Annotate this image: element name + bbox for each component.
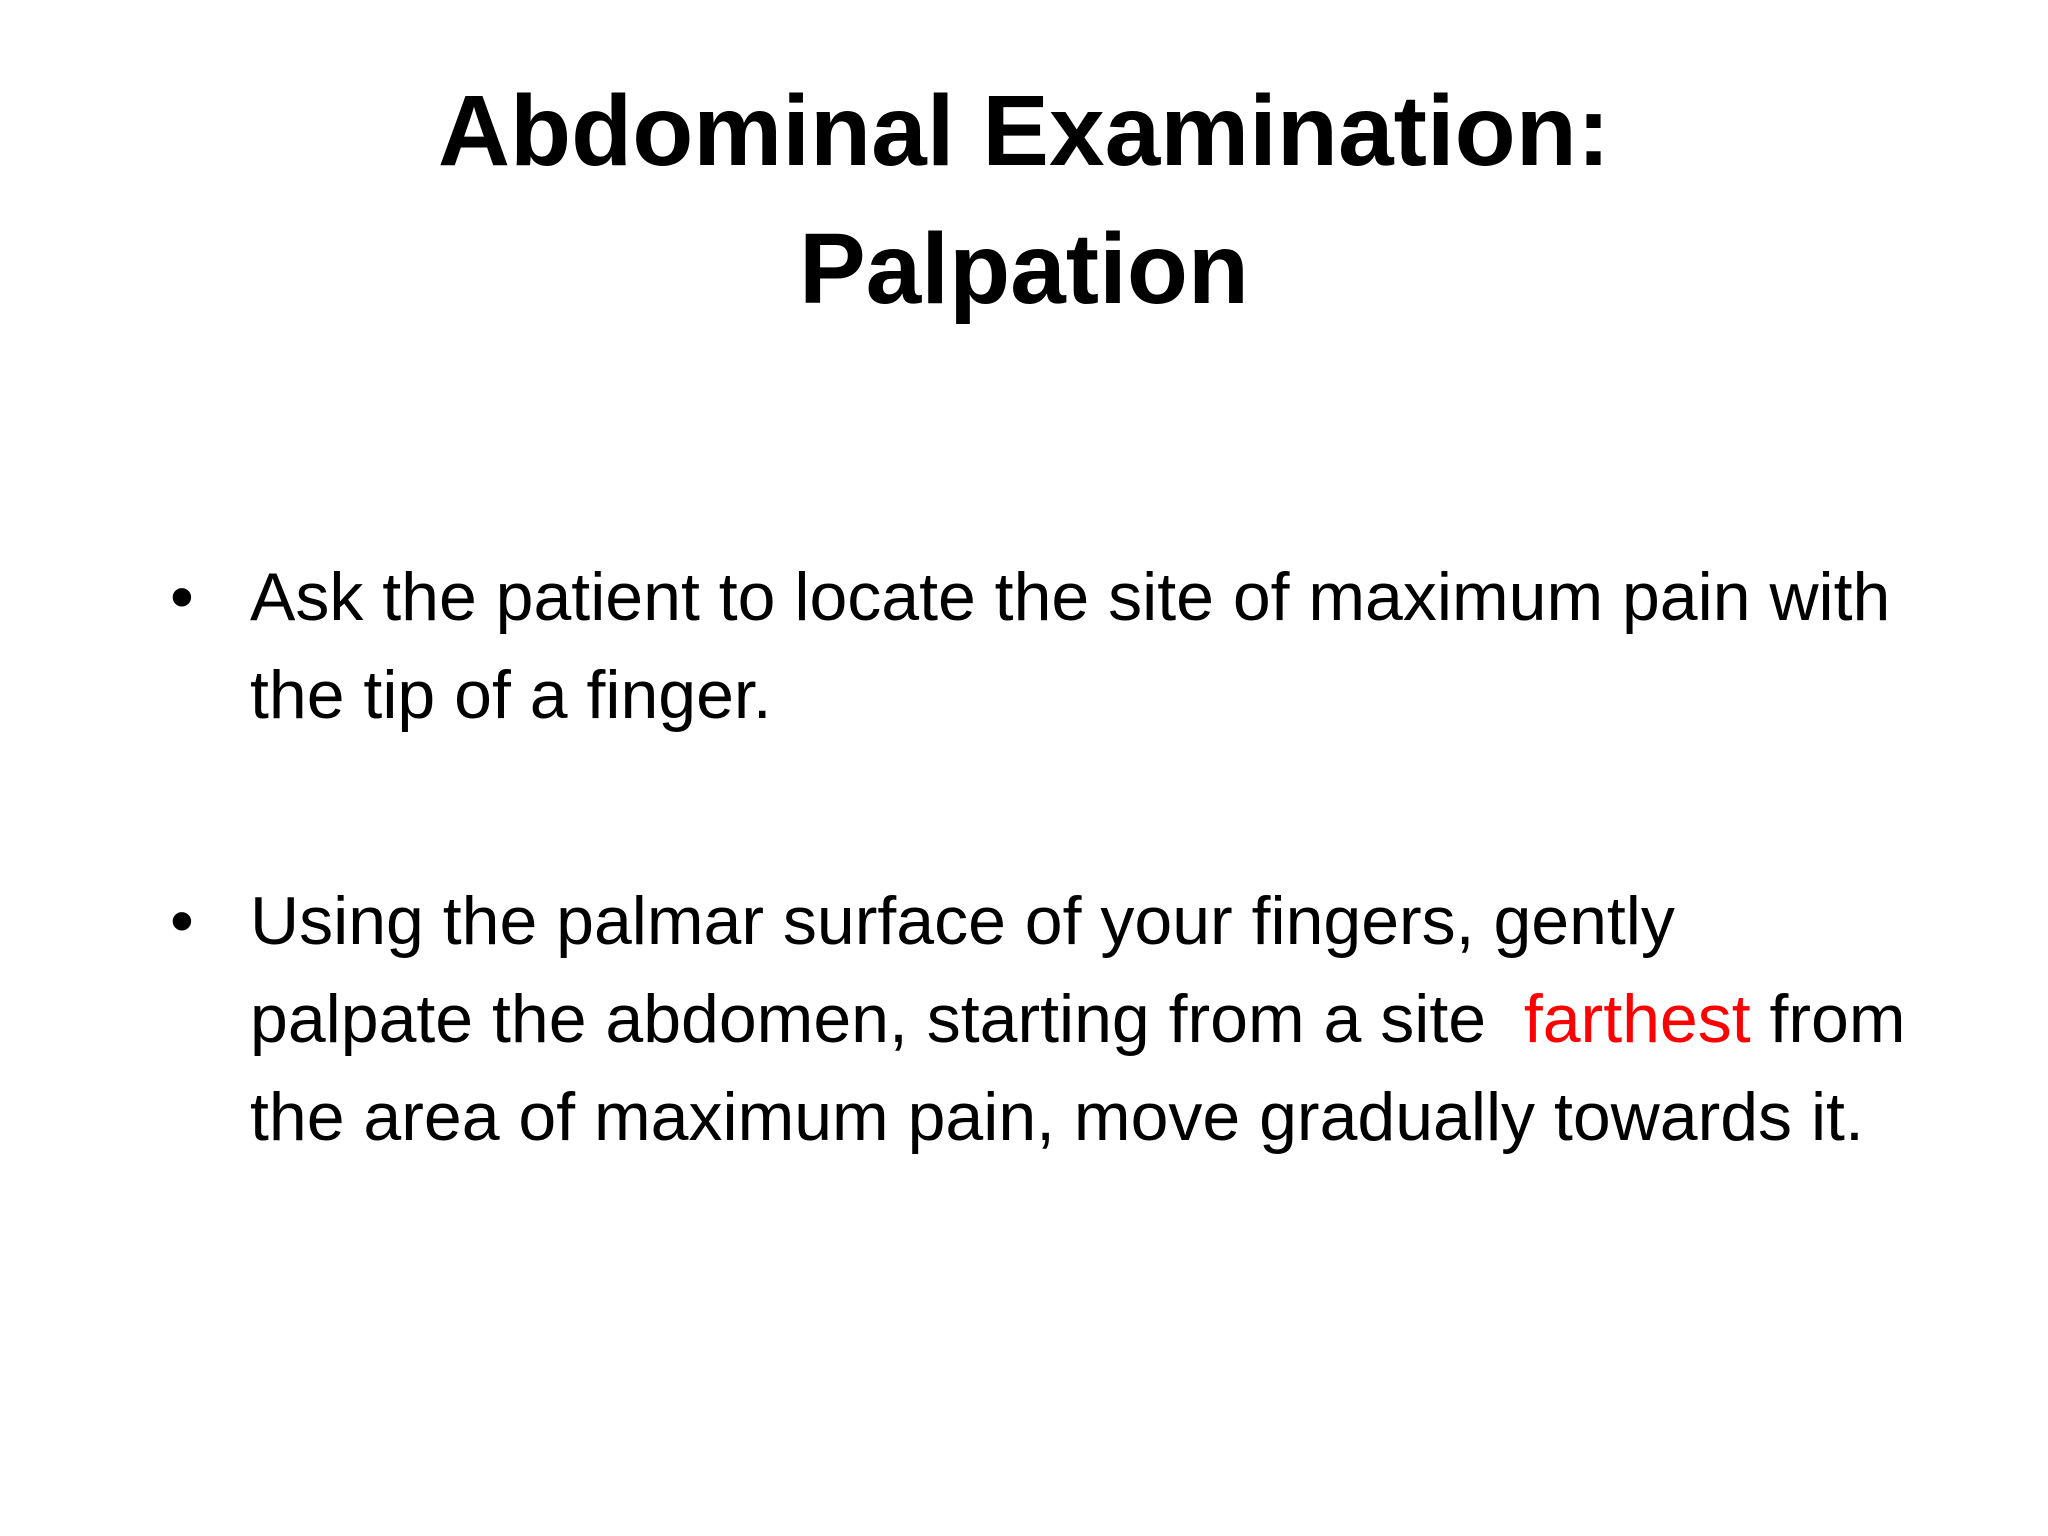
bullet-dot-icon: • [170,883,194,959]
slide-title-line-1: Abdominal Examination: [437,75,1611,187]
bullet-item [170,548,1910,744]
slide-title [0,62,2048,338]
bullet-dot-icon: • [170,559,194,635]
bullet-list [170,548,1910,1166]
bullet-text-part-2: from the area of maximum pain, move gradually towards it. [250,981,1906,1155]
bullet-highlight-text: farthest [1523,981,1751,1057]
bullet-item [170,872,1910,1166]
bullet-text-part-1: Using the palmar surface of your fingers, gently palpate the abdomen, starting from a site [250,883,1694,1057]
slide-title-line-2: Palpation [798,213,1250,325]
bullet-text: Ask the patient to locate the site of maximum pain with the tip of a finger. [250,559,1891,733]
